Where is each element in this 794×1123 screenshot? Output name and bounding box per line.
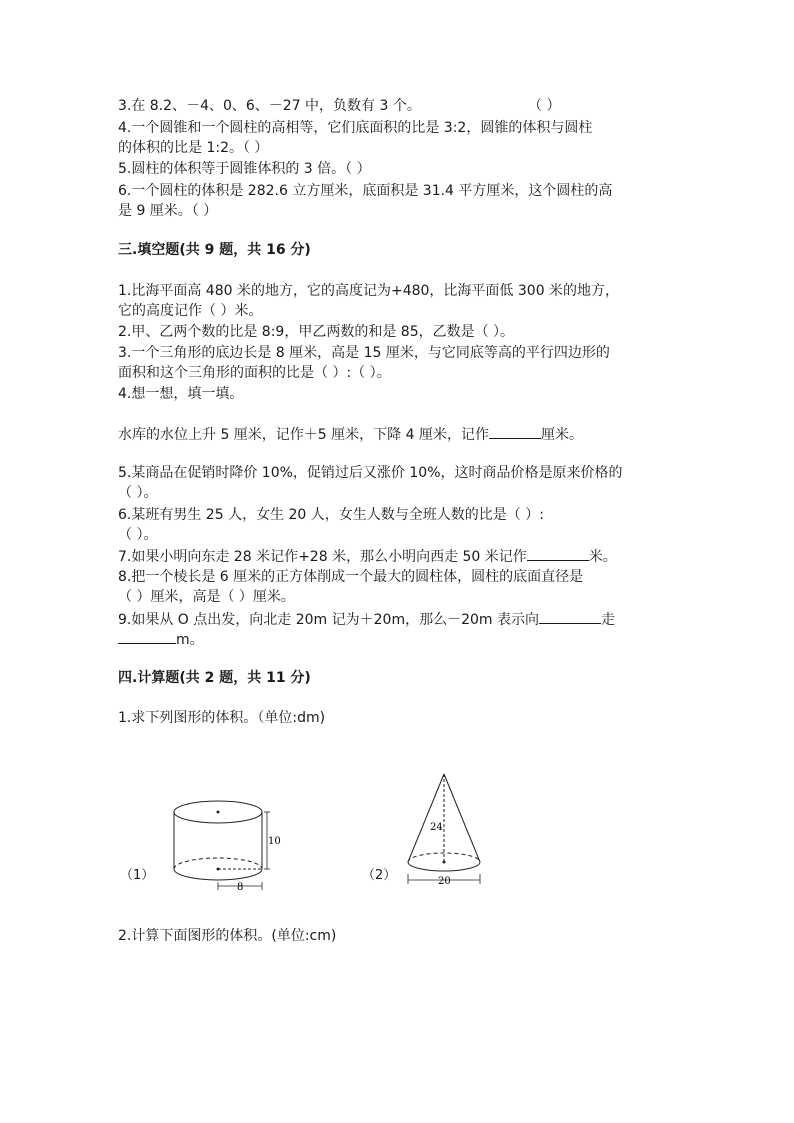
cone-right-edge [444,774,480,862]
fill-q5-line2: （ ）。 [118,485,158,501]
cylinder-bottom-back [174,858,262,869]
calc-q1: 1.求下列图形的体积。（单位:dm) [118,710,326,726]
cone-base-center [443,861,446,864]
cone-figure [402,770,492,890]
fill-q1-line1: 1.比海平面高 480 米的地方，它的高度记为+480，比海平面低 300 米的地方， [118,283,620,299]
height-label: 10 [268,836,281,847]
section-3-title: 三.填空题(共 9 题，共 16 分) [118,242,311,258]
cylinder-figure [168,796,288,896]
fill-q9-line2: m。 [118,629,204,650]
fill-q8-line1: 8.把一个棱长是 6 厘米的正方体削成一个最大的圆柱体，圆柱的底面直径是 [118,569,584,585]
answer-blank[interactable] [539,609,601,624]
answer-paren[interactable]: （ ） [528,98,561,114]
fill-q6-line1: 6.某班有男生 25 人，女生 20 人，女生人数与全班人数的比是（ ）: [118,507,544,523]
fill-q8-line2: （ ）厘米，高是（ ）厘米。 [118,589,295,605]
fill-q5-line1: 5.某商品在促销时降价 10%，促销过后又涨价 10%，这时商品价格是原来价格的 [118,465,623,481]
figure-1-label: （1） [120,868,155,883]
cylinder-top-center [217,811,220,814]
fill-q7: 7.如果小明向东走 28 米记作+28 米，那么小明向西走 50 米记作 米。 [118,546,617,567]
judge-q4-line1: 4.一个圆锥和一个圆柱的高相等，它们底面积的比是 3:2，圆锥的体积与圆柱 [118,120,593,136]
fill-q4-sub: 水库的水位上升 5 厘米，记作＋5 厘米，下降 4 厘米，记作 厘米。 [118,424,583,445]
fill-q3-line1: 3.一个三角形的底边长是 8 厘米，高是 15 厘米，与它同底等高的平行四边形的 [118,345,610,361]
judge-q5: 5.圆柱的体积等于圆锥体积的 3 倍。（ ） [118,161,371,177]
answer-blank[interactable] [118,629,176,644]
answer-blank[interactable] [489,424,541,439]
section-4-title: 四.计算题(共 2 题，共 11 分) [118,670,311,686]
judge-q4-line2: 的体积的比是 1:2。（ ） [118,140,269,156]
judge-q6-line2: 是 9 厘米。（ ） [118,203,218,219]
fill-q1-line2: 它的高度记作（ ）米。 [118,303,263,319]
judge-q3: 3.在 8.2、－4、0、6、－27 中，负数有 3 个。 （ ） [118,98,561,114]
radius-label: 8 [237,882,244,893]
cone-height-label: 24 [430,822,443,833]
figure-2-label: （2） [362,868,397,883]
fill-q4: 4.想一想，填一填。 [118,386,244,402]
fill-q2: 2.甲、乙两个数的比是 8:9，甲乙两数的和是 85，乙数是（ ）。 [118,324,515,340]
calc-q2: 2.计算下面图形的体积。(单位:cm) [118,928,337,944]
answer-blank[interactable] [527,546,589,561]
cylinder-bottom-front [174,869,262,880]
judge-q6-line1: 6.一个圆柱的体积是 282.6 立方厘米，底面积是 31.4 平方厘米，这个圆柱的高 [118,183,613,199]
fill-q9-line1: 9.如果从 O 点出发，向北走 20m 记为＋20m，那么－20m 表示向 走 [118,609,615,630]
fill-q6-line2: （ ）。 [118,527,158,543]
cone-left-edge [408,774,444,862]
diameter-label: 20 [438,876,451,887]
fill-q3-line2: 面积和这个三角形的面积的比是（ ）:（ ）。 [118,365,391,381]
